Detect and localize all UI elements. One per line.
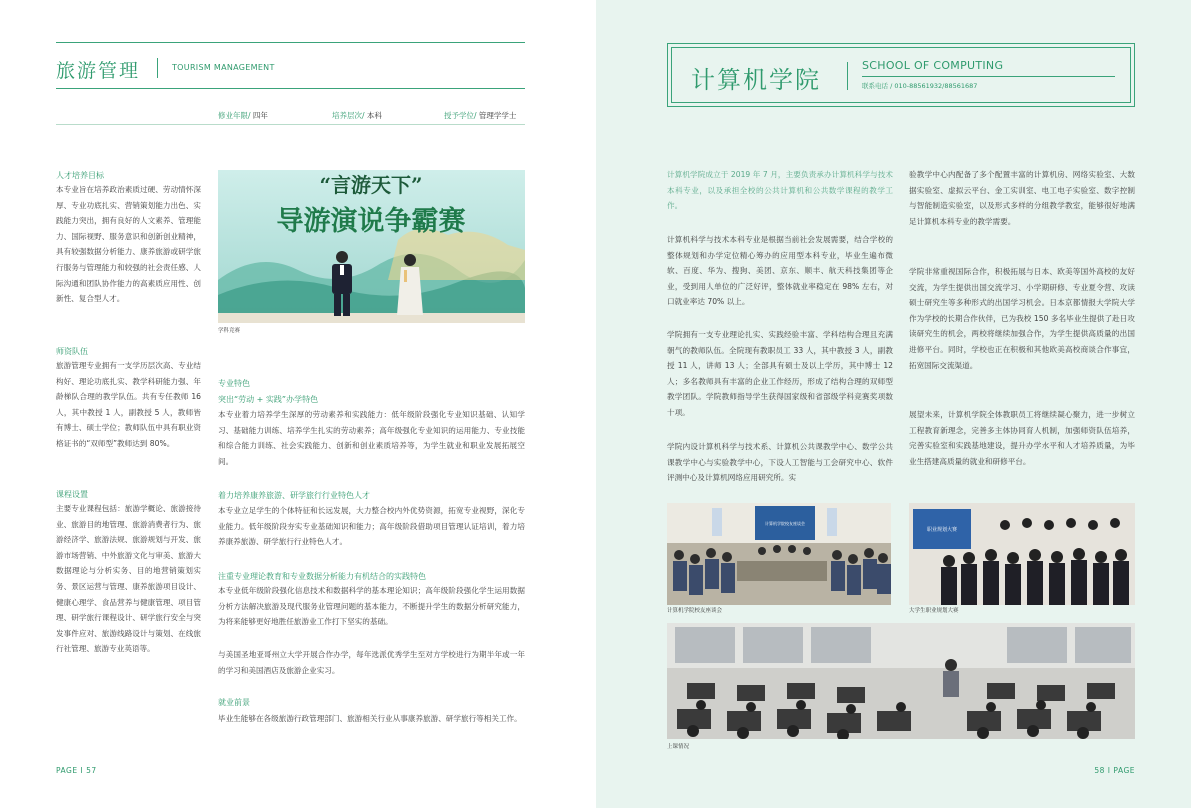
section-body-faculty: 旅游管理专业拥有一支学历层次高、专业结构好、理论功底扎实、教学科研能力强、年龄梯队合理的教学队伍。共有专任教师 16 人，其中教授 1 人，副教授 5 人，教师皆有博士、硕士学位；教师队伍中具有职业资格证书的“双师型”教师达到 80%。 (56, 361, 201, 448)
photo-caption: 计算机学院校友座谈会 (667, 608, 723, 614)
meta-value: 本科 (366, 111, 382, 120)
section-heading-faculty: 师资队伍 (56, 347, 88, 356)
paragraph-future: 展望未来，计算机学院全体教职员工将继续凝心聚力，进一步树立工程教育新理念，完善多主体协同育人机制，加强师资队伍培养，完善实验室和实践基地建设，提升办学水平和人才培养质量，为毕业生搭建高质量的就业和研修平台。 (909, 410, 1135, 466)
feature-heading-data: 注重专业理论教育和专业数据分析能力有机结合的实践特色 (218, 572, 426, 581)
classroom-art (667, 623, 1135, 739)
meta-value: 四年 (252, 111, 268, 120)
paragraph-labs: 验教学中心内配备了多个配置丰富的计算机房、网络实验室、大数据实验室、虚拟云平台、金工实训室、电工电子实验室、数字控制与智能制造实验室，以及形式多样的分组教学教室，能够很好地满足计算机本科专业的教学需要。 (909, 170, 1135, 226)
feature-body-health-tourism: 本专业立足学生的个体特征和长远发展，大力整合校内外优势资源，拓宽专业视野，深化专业能力。低年级阶段夯实专业基础知识和能力；高年级阶段借助项目管理认证培训，着力培养康养旅游、研学旅行行业特色人才。 (218, 506, 525, 547)
page-title-en: TOURISM MANAGEMENT (172, 63, 275, 72)
paragraph-international: 学院非常重视国际合作，积极拓展与日本、欧美等国外高校的友好交流，为学生提供出国交流学习、小学期研修、专业夏令营、攻读硕士研究生等多种形式的出国学习机会。日本京都情报大学院大学作为学校的长期合作伙伴，已为我校 150 多名毕业生提供了赴日攻读研究生的机会，两校将继续加强合作，为学生提供高质量的出国进修平台。同时，学校也正在积极和其他欧美高校商谈合作事宜，拓宽国际交流渠道。 (909, 267, 1135, 370)
title-separator (847, 62, 848, 90)
competition-photo-art (218, 170, 525, 323)
section-heading-features: 专业特色 (218, 379, 250, 388)
meta-key: 授予学位 (444, 111, 474, 120)
classroom-photo (667, 623, 1135, 739)
banner-line1: “言游天下” (319, 173, 423, 197)
meta-key: 修业年限 (218, 111, 248, 120)
contact-phone: 联系电话 / 010-88561932/88561687 (862, 82, 978, 90)
alumni-meeting-photo (667, 503, 891, 605)
section-heading-career: 就业前景 (218, 698, 250, 707)
feature-heading-labor: 突出“劳动 + 实践”办学特色 (218, 395, 319, 404)
title-separator (157, 58, 158, 78)
meta-key: 培养层次 (332, 111, 362, 120)
school-intro: 计算机学院成立于 2019 年 7 月，主要负责承办计算机科学与技术本科专业，以及承担全校的公共计算机和公共数学课程的教学工作。 (667, 170, 893, 211)
section-body-career: 毕业生能够在各级旅游行政管理部门、旅游相关行业从事康养旅游、研学旅行等相关工作。 (218, 714, 522, 723)
cooperation-text: 与美国圣地亚哥州立大学开展合作办学，每年选派优秀学生至对方学校进行为期半年或一年的学习和美国酒店及旅游企业实习。 (218, 650, 525, 675)
feature-body-data: 本专业低年级阶段强化信息技术和数据科学的基本理论知识；高年级阶段强化学生运用数据分析方法解决旅游及现代服务业管理问题的基本能力，不断提升学生的数据分析研究能力，为将来能够更好地胜任旅游业工作打下坚实的基础。 (218, 586, 525, 627)
section-body-courses: 主要专业课程包括：旅游学概论、旅游接待业、旅游目的地管理、旅游消费者行为、旅游经济学、旅游法规、旅游规划与开发、旅游市场营销、中外旅游文化与审美、旅游大数据理论与分析实务、目的地营销策划实务、景区运营与管理、康养旅游项目设计、健康心理学、食品营养与健康管理、项目管理、研学旅行课程设计、研学旅行安全与突发事件应对、旅游线路设计与策划、在线旅行社管理、旅游专业英语等。 (56, 504, 201, 654)
screen-text: 计算机学院校友座谈会 (765, 521, 805, 526)
feature-heading-health-tourism: 着力培养康养旅游、研学旅行行业特色人才 (218, 491, 370, 500)
paragraph-structure: 学院内设计算机科学与技术系、计算机公共课教学中心、数学公共课教学中心与实验教学中心，下设人工智能与工会研究中心、软件评测中心及计算机网络应用研究所。实 (667, 442, 893, 483)
page-number-left: PAGE I 57 (56, 766, 97, 775)
alumni-meeting-art (667, 503, 891, 605)
photo-caption: 上课情况 (667, 744, 690, 750)
section-heading-courses: 课程设置 (56, 490, 88, 499)
title-underline (862, 76, 1115, 77)
paragraph-faculty: 学院拥有一支专业理论扎实、实践经验丰富、学科结构合理且充满朝气的教师队伍。全院现有教职员工 33 人，其中教授 3 人，副教授 11 人，讲师 13 人；全部具有硕士及以上学历，其中博士 12 人；多名教师具有丰富的企业工作经历，形成了结构合理的双师型教学团队。学院教师指导学生获得国家级和省部级学科竞赛奖项数十项。 (667, 330, 893, 417)
banner-line2: 导游演说争霸赛 (276, 206, 466, 237)
school-title-en: SCHOOL OF COMPUTING (862, 59, 1004, 72)
feature-body-labor: 本专业着力培养学生深厚的劳动素养和实践能力：低年级阶段强化专业知识基础、认知学习、基础能力训练、培养学生扎实的劳动素养；高年级强化专业知识的运用能力、专业技能和综合能力训练、社会实践能力、创新和创业素质培养等，为学生就业和职业发展拓展空间。 (218, 410, 525, 466)
meta-level: 培养层次/ 本科 (332, 111, 382, 120)
meta-value: 管理学学士 (478, 111, 517, 120)
paragraph-major: 计算机科学与技术本科专业是根据当前社会发展需要，结合学校的整体规划和办学定位精心筹办的应用型本科专业，毕业生遍布微软、百度、华为、搜狗、美团、京东、顺丰、航天科技集团等企业，受到用人单位的广泛好评，整体就业率稳定在 98% 左右，对口就业率达 70% 以上。 (667, 235, 893, 307)
meta-duration: 修业年限/ 四年 (218, 111, 268, 120)
header-rule (56, 88, 525, 89)
meta-degree: 授予学位/ 管理学学士 (444, 111, 517, 120)
competition-photo (218, 170, 525, 323)
photo-caption: 大学生职业规划大赛 (909, 608, 959, 614)
section-body-talent: 本专业旨在培养政治素质过硬、劳动情怀深厚、专业功底扎实、营销策划能力出色、实践能力突出，拥有良好的人文素养、管理能力、国际视野、服务意识和创新创业精神，具有较强数据分析能力、康养旅游或研学旅行服务与管理能力和较强的社会责任感、人际沟通和团队协作能力的高素质应用性、创新性、复合型人才。 (56, 185, 201, 304)
page-title: 旅游管理 (56, 60, 141, 82)
section-heading-talent: 人才培养目标 (56, 171, 104, 180)
career-contest-photo (909, 503, 1135, 605)
photo-caption: 学科竞赛 (218, 328, 241, 334)
header-rule (56, 42, 525, 43)
school-title: 计算机学院 (691, 66, 821, 94)
page-number-right: 58 I PAGE (1094, 766, 1135, 775)
screen-text: 职业规划大赛 (926, 527, 958, 533)
career-contest-art (909, 503, 1135, 605)
meta-rule (56, 124, 525, 125)
